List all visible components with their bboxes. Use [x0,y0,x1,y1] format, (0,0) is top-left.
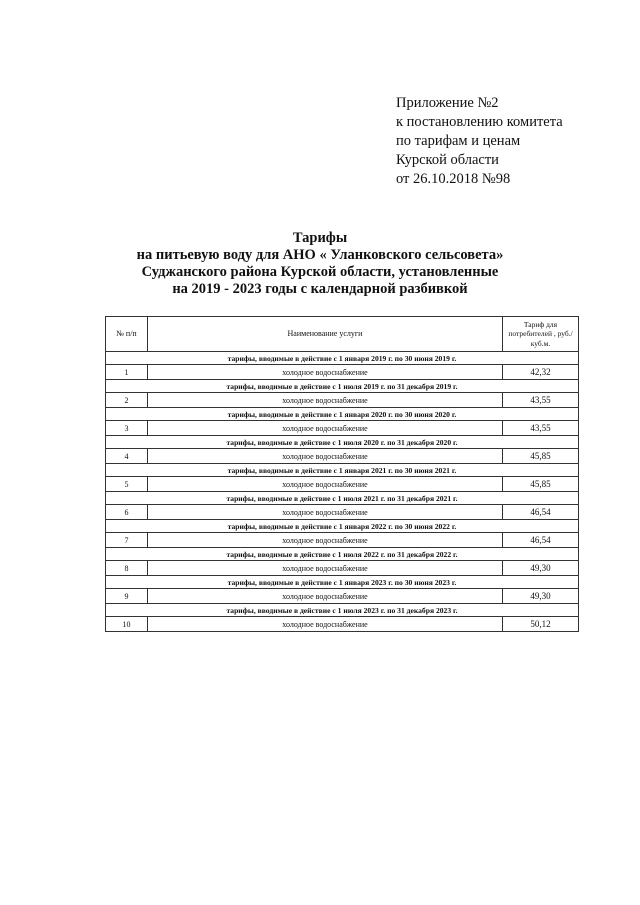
row-number: 4 [106,449,148,464]
table-row [106,561,579,576]
title-line: на 2019 - 2023 годы с календарной разбивкой [172,281,468,297]
table-row [106,589,579,604]
table-row [106,393,579,408]
service-name: холодное водоснабжение [148,477,503,492]
period-row [106,436,579,449]
tariff-value: 50,12 [503,617,579,632]
title-line: Тарифы [292,230,348,246]
appendix-line: по тарифам и ценам [396,133,521,149]
title-line: Суджанского района Курской области, установленные [141,264,499,280]
tariff-value: 45,85 [503,477,579,492]
service-name: холодное водоснабжение [148,421,503,436]
header-num: № п/п [106,317,148,352]
period-label: тарифы, вводимые в действие с 1 января 2023 г. по 30 июня 2023 г. [106,576,579,589]
table-row [106,533,579,548]
tariff-table [105,316,579,632]
table-row [106,477,579,492]
period-row [106,408,579,421]
tariff-value: 42,32 [503,365,579,380]
row-number: 1 [106,365,148,380]
period-row [106,352,579,365]
period-row [106,576,579,589]
tariff-value: 45,85 [503,449,579,464]
period-row [106,464,579,477]
tariff-value: 49,30 [503,561,579,576]
row-number: 6 [106,505,148,520]
period-label: тарифы, вводимые в действие с 1 июля 2022 г. по 31 декабря 2022 г. [106,548,579,561]
service-name: холодное водоснабжение [148,533,503,548]
row-number: 3 [106,421,148,436]
table-row [106,617,579,632]
period-label: тарифы, вводимые в действие с 1 июля 2023 г. по 31 декабря 2023 г. [106,604,579,617]
period-label: тарифы, вводимые в действие с 1 января 2021 г. по 30 июня 2021 г. [106,464,579,477]
title-line: на питьевую воду для АНО « Уланковского сельсовета» [136,247,504,263]
header-tariff: Тариф для потребителей , руб./ куб.м. [503,317,579,352]
period-label: тарифы, вводимые в действие с 1 июля 2019 г. по 31 декабря 2019 г. [106,380,579,393]
period-row [106,548,579,561]
service-name: холодное водоснабжение [148,589,503,604]
row-number: 8 [106,561,148,576]
service-name: холодное водоснабжение [148,561,503,576]
row-number: 7 [106,533,148,548]
appendix-line: от 26.10.2018 №98 [396,171,511,187]
table-row [106,449,579,464]
period-label: тарифы, вводимые в действие с 1 января 2019 г. по 30 июня 2019 г. [106,352,579,365]
table-header-row [106,317,579,352]
appendix-line: Курской области [396,152,499,168]
row-number: 5 [106,477,148,492]
service-name: холодное водоснабжение [148,617,503,632]
appendix-block [396,94,563,189]
service-name: холодное водоснабжение [148,365,503,380]
tariff-value: 43,55 [503,421,579,436]
period-row [106,520,579,533]
row-number: 10 [106,617,148,632]
period-label: тарифы, вводимые в действие с 1 января 2022 г. по 30 июня 2022 г. [106,520,579,533]
period-row [106,380,579,393]
table-row [106,421,579,436]
period-label: тарифы, вводимые в действие с 1 января 2020 г. по 30 июня 2020 г. [106,408,579,421]
table-body [106,352,579,632]
service-name: холодное водоснабжение [148,393,503,408]
tariff-value: 46,54 [503,505,579,520]
period-label: тарифы, вводимые в действие с 1 июля 2020 г. по 31 декабря 2020 г. [106,436,579,449]
row-number: 9 [106,589,148,604]
table-row [106,365,579,380]
period-row [106,492,579,505]
header-service: Наименование услуги [148,317,503,352]
tariff-value: 46,54 [503,533,579,548]
service-name: холодное водоснабжение [148,505,503,520]
document-title [60,230,580,298]
table-row [106,505,579,520]
row-number: 2 [106,393,148,408]
appendix-line: Приложение №2 [396,95,499,111]
period-row [106,604,579,617]
tariff-value: 49,30 [503,589,579,604]
tariff-value: 43,55 [503,393,579,408]
appendix-line: к постановлению комитета [396,114,563,130]
period-label: тарифы, вводимые в действие с 1 июля 2021 г. по 31 декабря 2021 г. [106,492,579,505]
service-name: холодное водоснабжение [148,449,503,464]
